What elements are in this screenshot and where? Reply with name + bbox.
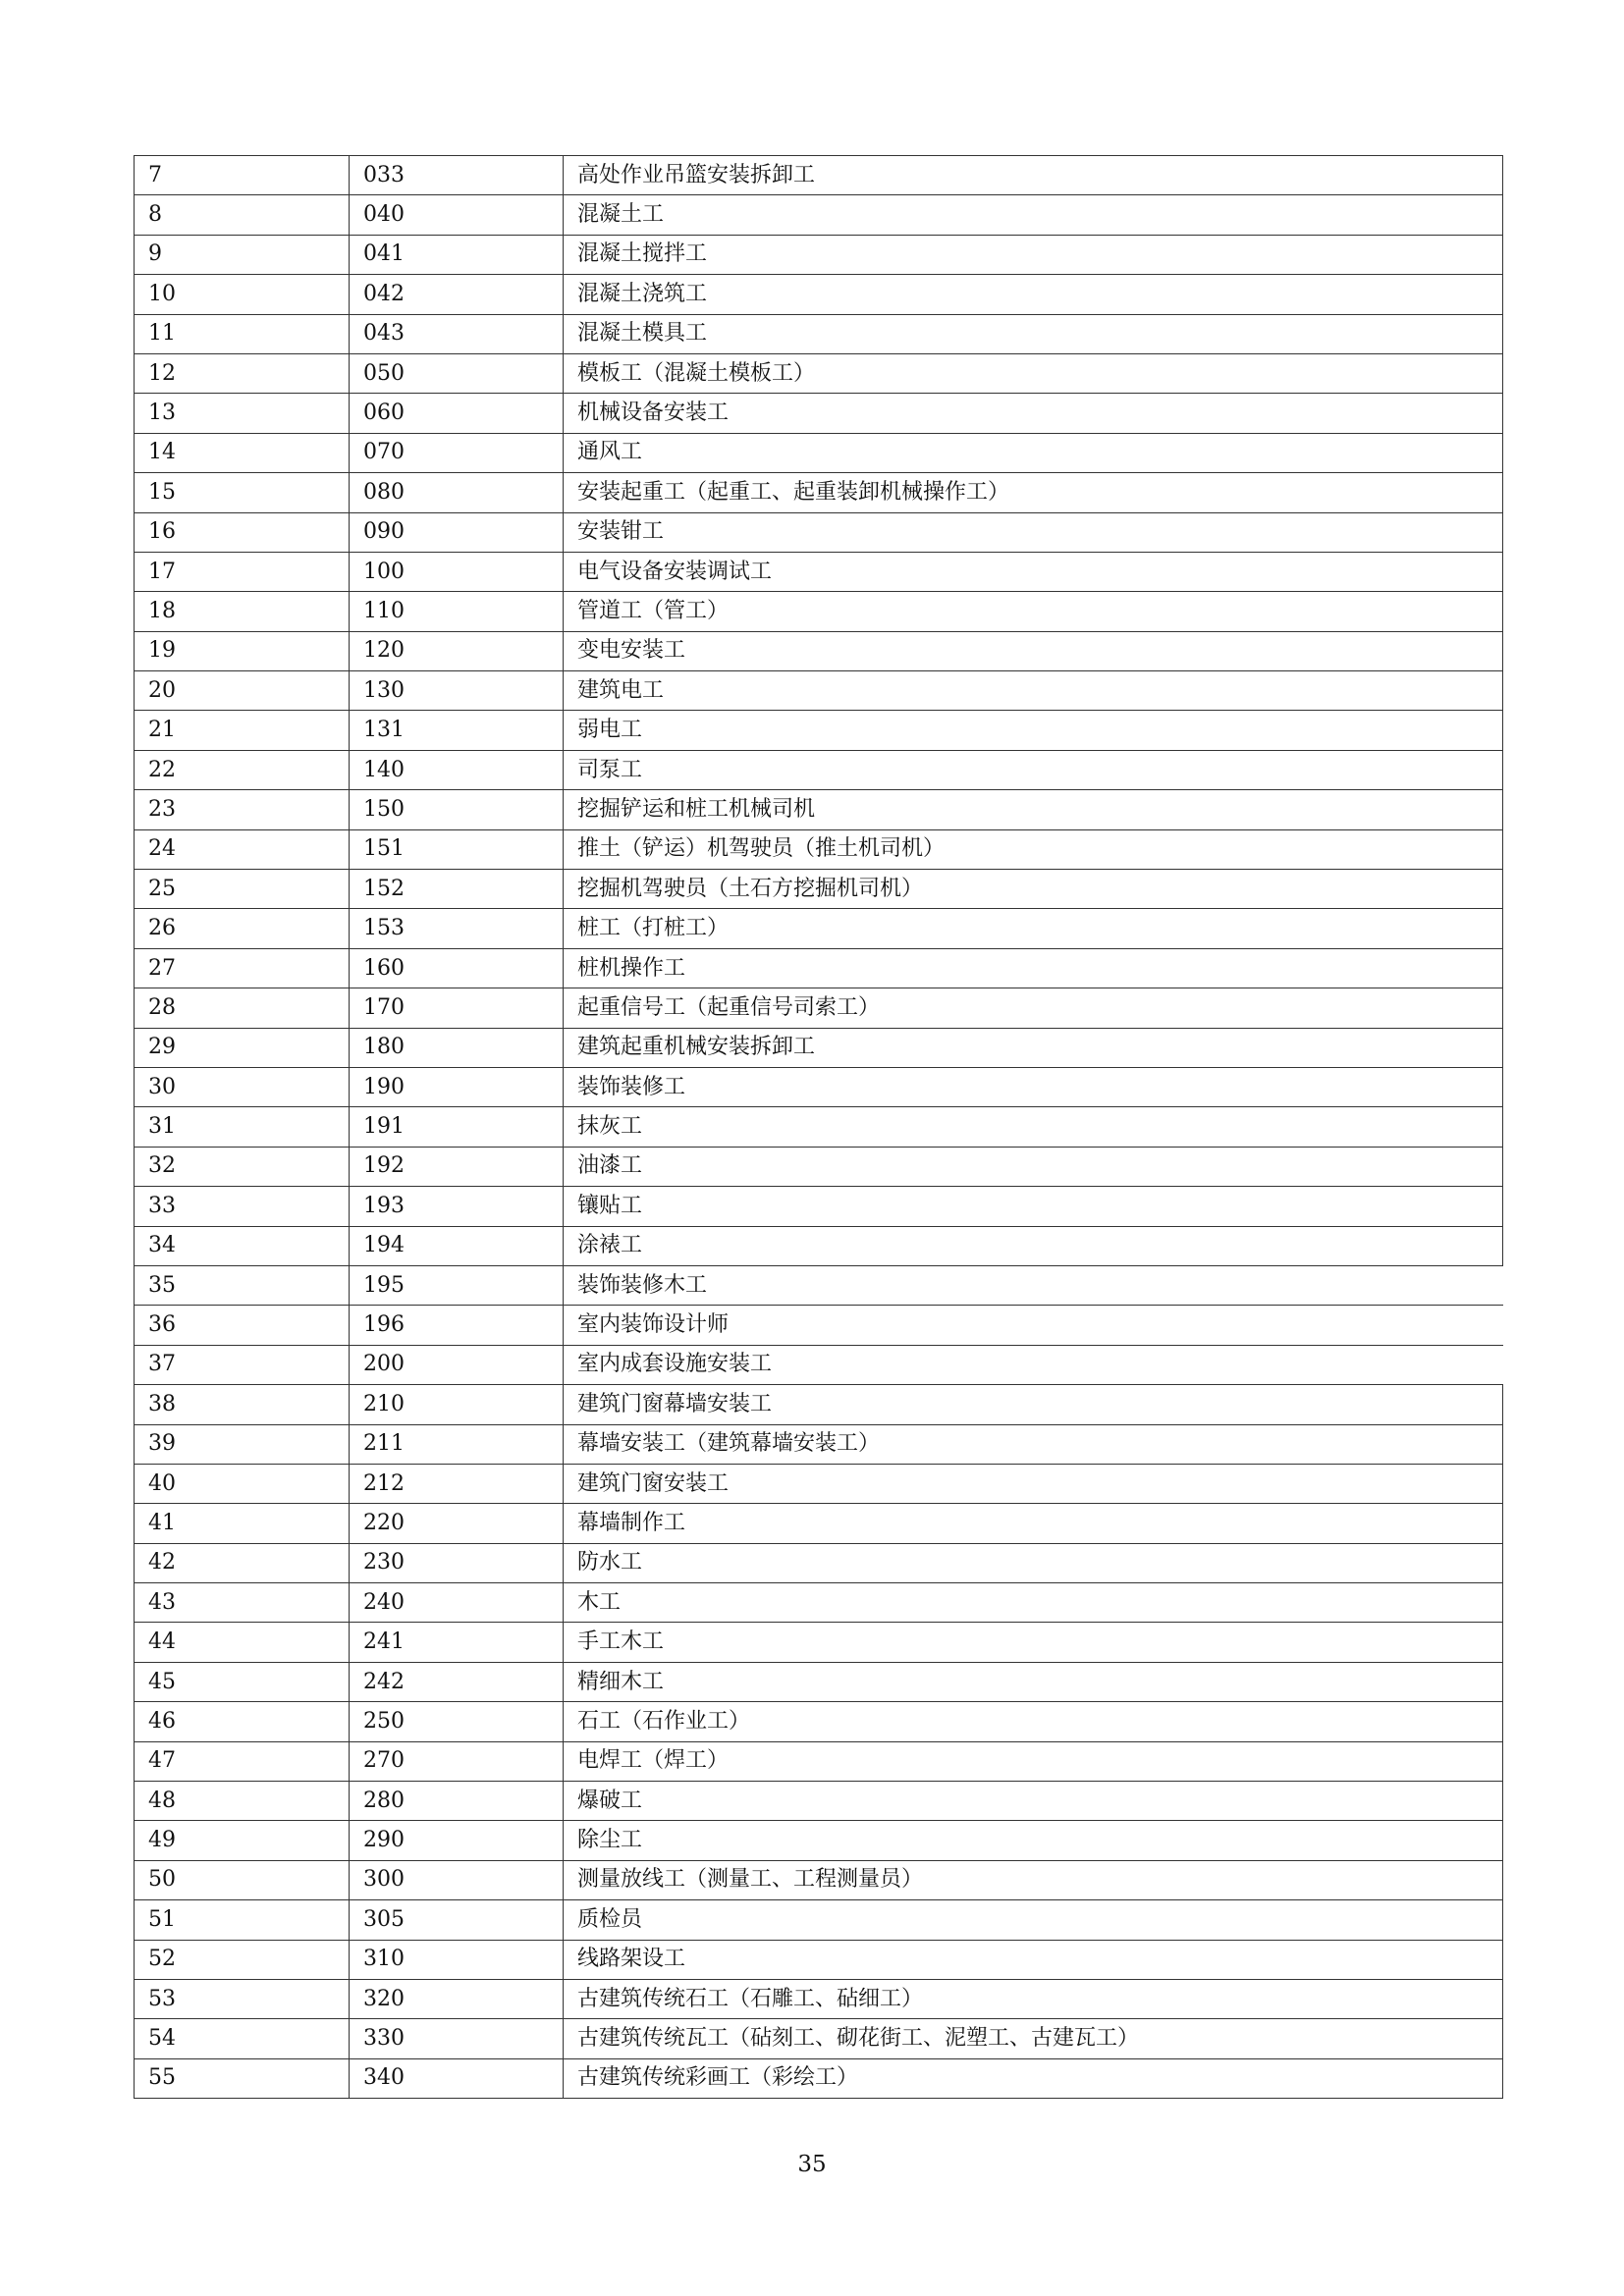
row-number-cell: 39 xyxy=(135,1424,350,1464)
occupation-name-cell: 挖掘机驾驶员（土石方挖掘机司机） xyxy=(564,870,1503,909)
table-row xyxy=(135,829,1503,869)
row-number-cell: 27 xyxy=(135,948,350,988)
occupation-name-cell: 推土（铲运）机驾驶员（推土机司机） xyxy=(564,829,1503,869)
occupation-code-cell: 153 xyxy=(350,909,564,948)
occupation-name-cell: 古建筑传统石工（石雕工、砧细工） xyxy=(564,1979,1503,2018)
row-number-cell: 54 xyxy=(135,2019,350,2058)
occupation-name-cell: 起重信号工（起重信号司索工） xyxy=(564,988,1503,1028)
table-row xyxy=(135,1900,1503,1940)
occupation-code-cell: 070 xyxy=(350,433,564,472)
occupation-code-cell: 340 xyxy=(350,2058,564,2098)
occupation-name-cell: 建筑电工 xyxy=(564,671,1503,711)
table-row xyxy=(135,2019,1503,2058)
occupation-code-cell: 180 xyxy=(350,1028,564,1067)
occupation-name-cell: 管道工（管工） xyxy=(564,592,1503,631)
occupation-code-cell: 041 xyxy=(350,235,564,274)
occupation-name-cell: 油漆工 xyxy=(564,1147,1503,1186)
occupation-code-cell: 160 xyxy=(350,948,564,988)
row-number-cell: 36 xyxy=(135,1306,350,1345)
row-number-cell: 20 xyxy=(135,671,350,711)
table-row xyxy=(135,1265,1503,1305)
row-number-cell: 51 xyxy=(135,1900,350,1940)
occupation-code-cell: 190 xyxy=(350,1067,564,1106)
occupation-code-cell: 230 xyxy=(350,1543,564,1582)
table-row xyxy=(135,1464,1503,1503)
occupation-name-cell: 线路架设工 xyxy=(564,1940,1503,1979)
occupation-name-cell: 防水工 xyxy=(564,1543,1503,1582)
occupation-code-cell: 170 xyxy=(350,988,564,1028)
table-row xyxy=(135,275,1503,314)
occupation-name-cell: 桩机操作工 xyxy=(564,948,1503,988)
table-row xyxy=(135,1424,1503,1464)
occupation-code-cell: 120 xyxy=(350,631,564,670)
table-row xyxy=(135,1187,1503,1226)
table-row xyxy=(135,1821,1503,1860)
occupation-code-cell: 050 xyxy=(350,353,564,393)
row-number-cell: 37 xyxy=(135,1345,350,1384)
occupation-name-cell: 安装钳工 xyxy=(564,512,1503,552)
table-row xyxy=(135,2058,1503,2098)
row-number-cell: 32 xyxy=(135,1147,350,1186)
row-number-cell: 31 xyxy=(135,1107,350,1147)
row-number-cell: 12 xyxy=(135,353,350,393)
occupation-name-cell: 安装起重工（起重工、起重装卸机械操作工） xyxy=(564,473,1503,512)
occupation-name-cell: 石工（石作业工） xyxy=(564,1702,1503,1741)
occupation-name-cell: 古建筑传统彩画工（彩绘工） xyxy=(564,2058,1503,2098)
occupation-name-cell: 建筑门窗幕墙安装工 xyxy=(564,1385,1503,1424)
table-row xyxy=(135,909,1503,948)
row-number-cell: 45 xyxy=(135,1662,350,1701)
table-row xyxy=(135,1385,1503,1424)
occupation-name-cell: 混凝土模具工 xyxy=(564,314,1503,353)
table-row xyxy=(135,353,1503,393)
row-number-cell: 40 xyxy=(135,1464,350,1503)
table-row xyxy=(135,870,1503,909)
occupation-code-cell: 150 xyxy=(350,790,564,829)
occupation-code-cell: 043 xyxy=(350,314,564,353)
occupation-code-cell: 194 xyxy=(350,1226,564,1265)
row-number-cell: 52 xyxy=(135,1940,350,1979)
row-number-cell: 42 xyxy=(135,1543,350,1582)
occupation-name-cell: 建筑起重机械安装拆卸工 xyxy=(564,1028,1503,1067)
occupation-code-cell: 242 xyxy=(350,1662,564,1701)
table-row xyxy=(135,552,1503,591)
occupation-name-cell: 质检员 xyxy=(564,1900,1503,1940)
table-row xyxy=(135,711,1503,750)
table-row xyxy=(135,1028,1503,1067)
row-number-cell: 55 xyxy=(135,2058,350,2098)
occupation-code-cell: 290 xyxy=(350,1821,564,1860)
table-row xyxy=(135,592,1503,631)
row-number-cell: 35 xyxy=(135,1265,350,1305)
occupation-name-cell: 除尘工 xyxy=(564,1821,1503,1860)
row-number-cell: 41 xyxy=(135,1504,350,1543)
row-number-cell: 48 xyxy=(135,1782,350,1821)
table-row xyxy=(135,433,1503,472)
row-number-cell: 47 xyxy=(135,1741,350,1781)
row-number-cell: 34 xyxy=(135,1226,350,1265)
occupation-name-cell: 混凝土工 xyxy=(564,195,1503,235)
table-row xyxy=(135,1741,1503,1781)
table-row xyxy=(135,195,1503,235)
occupation-name-cell: 电气设备安装调试工 xyxy=(564,552,1503,591)
occupation-code-cell: 042 xyxy=(350,275,564,314)
page-number: 35 xyxy=(797,2152,827,2177)
table-row xyxy=(135,988,1503,1028)
row-number-cell: 33 xyxy=(135,1187,350,1226)
occupation-table xyxy=(134,155,1503,2099)
table-row xyxy=(135,631,1503,670)
occupation-code-cell: 270 xyxy=(350,1741,564,1781)
occupation-code-cell: 280 xyxy=(350,1782,564,1821)
table-row xyxy=(135,394,1503,433)
occupation-name-cell: 司泵工 xyxy=(564,750,1503,789)
table-row xyxy=(135,1940,1503,1979)
row-number-cell: 9 xyxy=(135,235,350,274)
row-number-cell: 26 xyxy=(135,909,350,948)
occupation-name-cell: 机械设备安装工 xyxy=(564,394,1503,433)
row-number-cell: 30 xyxy=(135,1067,350,1106)
occupation-code-cell: 130 xyxy=(350,671,564,711)
table-row xyxy=(135,235,1503,274)
occupation-name-cell: 涂裱工 xyxy=(564,1226,1503,1265)
occupation-code-cell: 033 xyxy=(350,156,564,195)
table-row xyxy=(135,1107,1503,1147)
row-number-cell: 50 xyxy=(135,1860,350,1899)
row-number-cell: 18 xyxy=(135,592,350,631)
table-row xyxy=(135,314,1503,353)
occupation-code-cell: 192 xyxy=(350,1147,564,1186)
row-number-cell: 13 xyxy=(135,394,350,433)
table-row xyxy=(135,1860,1503,1899)
occupation-name-cell: 混凝土搅拌工 xyxy=(564,235,1503,274)
occupation-name-cell: 桩工（打桩工） xyxy=(564,909,1503,948)
occupation-code-cell: 151 xyxy=(350,829,564,869)
occupation-name-cell: 古建筑传统瓦工（砧刻工、砌花街工、泥塑工、古建瓦工） xyxy=(564,2019,1503,2058)
row-number-cell: 21 xyxy=(135,711,350,750)
occupation-code-cell: 090 xyxy=(350,512,564,552)
occupation-code-cell: 193 xyxy=(350,1187,564,1226)
occupation-name-cell: 电焊工（焊工） xyxy=(564,1741,1503,1781)
table-row xyxy=(135,790,1503,829)
table-row xyxy=(135,948,1503,988)
table-row xyxy=(135,473,1503,512)
table-row xyxy=(135,156,1503,195)
table-row xyxy=(135,1067,1503,1106)
table-row xyxy=(135,1979,1503,2018)
occupation-code-cell: 330 xyxy=(350,2019,564,2058)
occupation-code-cell: 195 xyxy=(350,1265,564,1305)
occupation-code-cell: 240 xyxy=(350,1583,564,1623)
occupation-code-cell: 320 xyxy=(350,1979,564,2018)
table-row xyxy=(135,1702,1503,1741)
occupation-code-cell: 210 xyxy=(350,1385,564,1424)
table-row xyxy=(135,1147,1503,1186)
row-number-cell: 53 xyxy=(135,1979,350,2018)
occupation-code-cell: 211 xyxy=(350,1424,564,1464)
occupation-name-cell: 混凝土浇筑工 xyxy=(564,275,1503,314)
occupation-table-body xyxy=(135,156,1503,2099)
occupation-name-cell: 幕墙制作工 xyxy=(564,1504,1503,1543)
row-number-cell: 38 xyxy=(135,1385,350,1424)
occupation-name-cell: 建筑门窗安装工 xyxy=(564,1464,1503,1503)
occupation-code-cell: 060 xyxy=(350,394,564,433)
row-number-cell: 8 xyxy=(135,195,350,235)
row-number-cell: 28 xyxy=(135,988,350,1028)
occupation-name-cell: 测量放线工（测量工、工程测量员） xyxy=(564,1860,1503,1899)
occupation-code-cell: 191 xyxy=(350,1107,564,1147)
occupation-name-cell: 精细木工 xyxy=(564,1662,1503,1701)
occupation-name-cell: 抹灰工 xyxy=(564,1107,1503,1147)
occupation-name-cell: 挖掘铲运和桩工机械司机 xyxy=(564,790,1503,829)
occupation-code-cell: 305 xyxy=(350,1900,564,1940)
row-number-cell: 11 xyxy=(135,314,350,353)
row-number-cell: 44 xyxy=(135,1623,350,1662)
occupation-code-cell: 140 xyxy=(350,750,564,789)
occupation-name-cell: 镶贴工 xyxy=(564,1187,1503,1226)
row-number-cell: 24 xyxy=(135,829,350,869)
occupation-code-cell: 300 xyxy=(350,1860,564,1899)
occupation-code-cell: 200 xyxy=(350,1345,564,1384)
table-row xyxy=(135,1662,1503,1701)
occupation-name-cell: 通风工 xyxy=(564,433,1503,472)
table-row xyxy=(135,1306,1503,1345)
occupation-code-cell: 080 xyxy=(350,473,564,512)
row-number-cell: 7 xyxy=(135,156,350,195)
occupation-name-cell: 模板工（混凝土模板工） xyxy=(564,353,1503,393)
occupation-name-cell: 高处作业吊篮安装拆卸工 xyxy=(564,156,1503,195)
table-row xyxy=(135,1345,1503,1384)
occupation-name-cell: 装饰装修工 xyxy=(564,1067,1503,1106)
occupation-code-cell: 152 xyxy=(350,870,564,909)
occupation-code-cell: 110 xyxy=(350,592,564,631)
row-number-cell: 14 xyxy=(135,433,350,472)
table-row xyxy=(135,750,1503,789)
occupation-code-cell: 196 xyxy=(350,1306,564,1345)
occupation-code-cell: 100 xyxy=(350,552,564,591)
occupation-code-cell: 241 xyxy=(350,1623,564,1662)
occupation-name-cell: 幕墙安装工（建筑幕墙安装工） xyxy=(564,1424,1503,1464)
occupation-name-cell: 木工 xyxy=(564,1583,1503,1623)
table-row xyxy=(135,1226,1503,1265)
occupation-code-cell: 040 xyxy=(350,195,564,235)
row-number-cell: 25 xyxy=(135,870,350,909)
table-row xyxy=(135,512,1503,552)
row-number-cell: 17 xyxy=(135,552,350,591)
occupation-code-cell: 220 xyxy=(350,1504,564,1543)
row-number-cell: 10 xyxy=(135,275,350,314)
occupation-name-cell: 室内成套设施安装工 xyxy=(564,1345,1503,1384)
occupation-name-cell: 弱电工 xyxy=(564,711,1503,750)
occupation-name-cell: 室内装饰设计师 xyxy=(564,1306,1503,1345)
occupation-code-cell: 250 xyxy=(350,1702,564,1741)
row-number-cell: 19 xyxy=(135,631,350,670)
occupation-code-cell: 131 xyxy=(350,711,564,750)
row-number-cell: 29 xyxy=(135,1028,350,1067)
table-row xyxy=(135,1782,1503,1821)
occupation-code-cell: 310 xyxy=(350,1940,564,1979)
row-number-cell: 43 xyxy=(135,1583,350,1623)
row-number-cell: 22 xyxy=(135,750,350,789)
occupation-name-cell: 手工木工 xyxy=(564,1623,1503,1662)
row-number-cell: 15 xyxy=(135,473,350,512)
occupation-name-cell: 爆破工 xyxy=(564,1782,1503,1821)
row-number-cell: 16 xyxy=(135,512,350,552)
row-number-cell: 23 xyxy=(135,790,350,829)
table-row xyxy=(135,1583,1503,1623)
row-number-cell: 46 xyxy=(135,1702,350,1741)
table-row xyxy=(135,1504,1503,1543)
table-row xyxy=(135,1623,1503,1662)
occupation-name-cell: 变电安装工 xyxy=(564,631,1503,670)
occupation-code-cell: 212 xyxy=(350,1464,564,1503)
row-number-cell: 49 xyxy=(135,1821,350,1860)
table-row xyxy=(135,671,1503,711)
occupation-name-cell: 装饰装修木工 xyxy=(564,1265,1503,1305)
table-row xyxy=(135,1543,1503,1582)
